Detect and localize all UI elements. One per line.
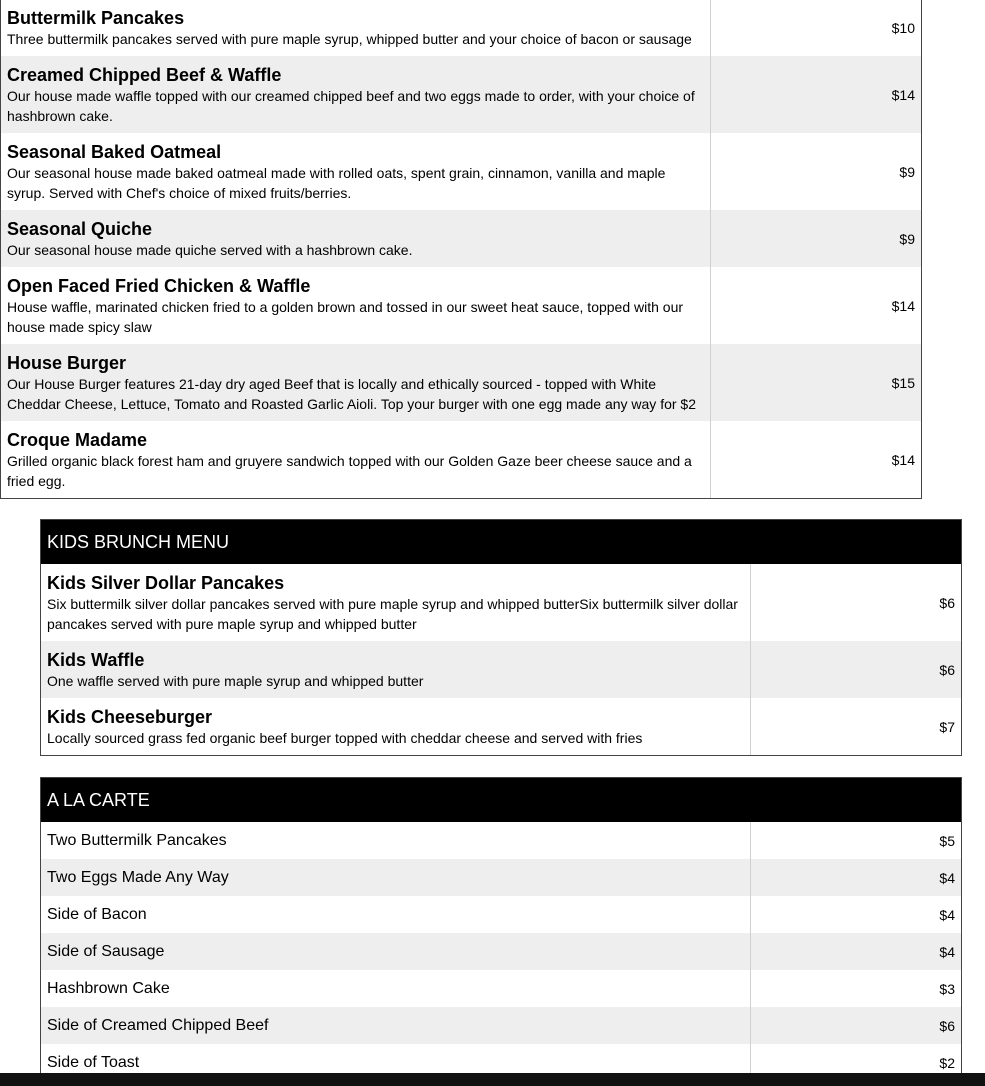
item-price: $4 [939,869,955,886]
menu-item [41,933,961,970]
item-price: $4 [939,906,955,923]
menu-item [41,641,961,698]
section-heading: A LA CARTE [41,778,961,822]
brunch-menu-table [1,0,921,498]
item-price: $3 [939,980,955,997]
a-la-carte-section [40,777,962,1081]
menu-item [41,698,961,755]
menu-item [41,859,961,896]
item-price: $5 [939,832,955,849]
item-title: Side of Bacon [41,896,750,933]
menu-item [1,0,921,56]
menu-item [1,344,921,421]
menu-item [1,267,921,344]
item-description: Our seasonal house made baked oatmeal made with rolled oats, spent grain, cinnamon, vanilla and maple syrup. Served with Chef's choice of mixed fruits/berries. [7,164,666,201]
item-price: $9 [899,163,915,180]
item-description: Our house made waffle topped with our creamed chipped beef and two eggs made to order, with your choice of hashbrown cake. [7,87,695,124]
item-price: $14 [891,297,915,314]
item-title: Two Eggs Made Any Way [41,859,750,896]
brunch-menu-section [0,0,922,499]
item-price: $2 [939,1054,955,1071]
item-title: Seasonal Baked Oatmeal [7,141,222,162]
item-price: $10 [891,20,915,36]
item-title: Croque Madame [7,429,148,450]
item-description: One waffle served with pure maple syrup and whipped butter [47,672,424,689]
menu-item [41,1007,961,1044]
item-price: $9 [899,230,915,247]
item-title: House Burger [7,352,127,373]
item-title: Side of Creamed Chipped Beef [41,1007,750,1044]
a-la-carte-table [41,822,961,1081]
bottom-bar [0,1073,985,1086]
item-price: $6 [939,594,955,611]
item-price: $6 [939,1017,955,1034]
menu-item [41,970,961,1007]
item-description: House waffle, marinated chicken fried to a golden brown and tossed in our sweet heat sauce, topped with our house made spicy slaw [7,298,684,335]
kids-menu-table [41,564,961,755]
menu-item [41,822,961,859]
item-title: Open Faced Fried Chicken & Waffle [7,275,311,296]
menu-item [1,210,921,267]
menu-item [1,56,921,133]
menu-item [41,896,961,933]
item-price: $6 [939,661,955,678]
item-title: Side of Toast [41,1044,750,1081]
item-price: $4 [939,943,955,960]
item-description: Locally sourced grass fed organic beef burger topped with cheddar cheese and served with fries [47,729,643,746]
menu-item [41,564,961,641]
item-description: Grilled organic black forest ham and gruyere sandwich topped with our Golden Gaze beer cheese sauce and a fried egg. [7,452,692,489]
item-price: $7 [939,718,955,735]
item-price: $14 [891,451,915,468]
item-title: Buttermilk Pancakes [7,8,185,28]
item-title: Kids Cheeseburger [47,706,213,727]
item-description: Three buttermilk pancakes served with pure maple syrup, whipped butter and your choice of bacon or sausage [7,31,692,47]
item-title: Kids Waffle [47,649,145,670]
item-title: Side of Sausage [41,933,750,970]
menu-item [1,133,921,210]
item-description: Our seasonal house made quiche served with a hashbrown cake. [7,241,413,258]
menu-item [1,421,921,498]
kids-menu-section [40,519,962,756]
item-description: Six buttermilk silver dollar pancakes served with pure maple syrup and whipped butterSix buttermilk silver dollar pancakes served with pure maple syrup and whipped butter [47,595,738,632]
section-heading: KIDS BRUNCH MENU [41,520,961,564]
item-title: Creamed Chipped Beef & Waffle [7,64,282,85]
item-description: Our House Burger features 21-day dry aged Beef that is locally and ethically sourced - topped with White Cheddar Cheese, Lettuce, Tomato and Roasted Garlic Aioli. Top your burger with one egg made any way for $2 [7,375,697,412]
item-title: Seasonal Quiche [7,218,153,239]
item-title: Kids Silver Dollar Pancakes [47,572,285,593]
item-title: Hashbrown Cake [41,970,750,1007]
item-price: $15 [891,374,915,391]
item-price: $14 [891,86,915,103]
item-title: Two Buttermilk Pancakes [41,822,750,859]
